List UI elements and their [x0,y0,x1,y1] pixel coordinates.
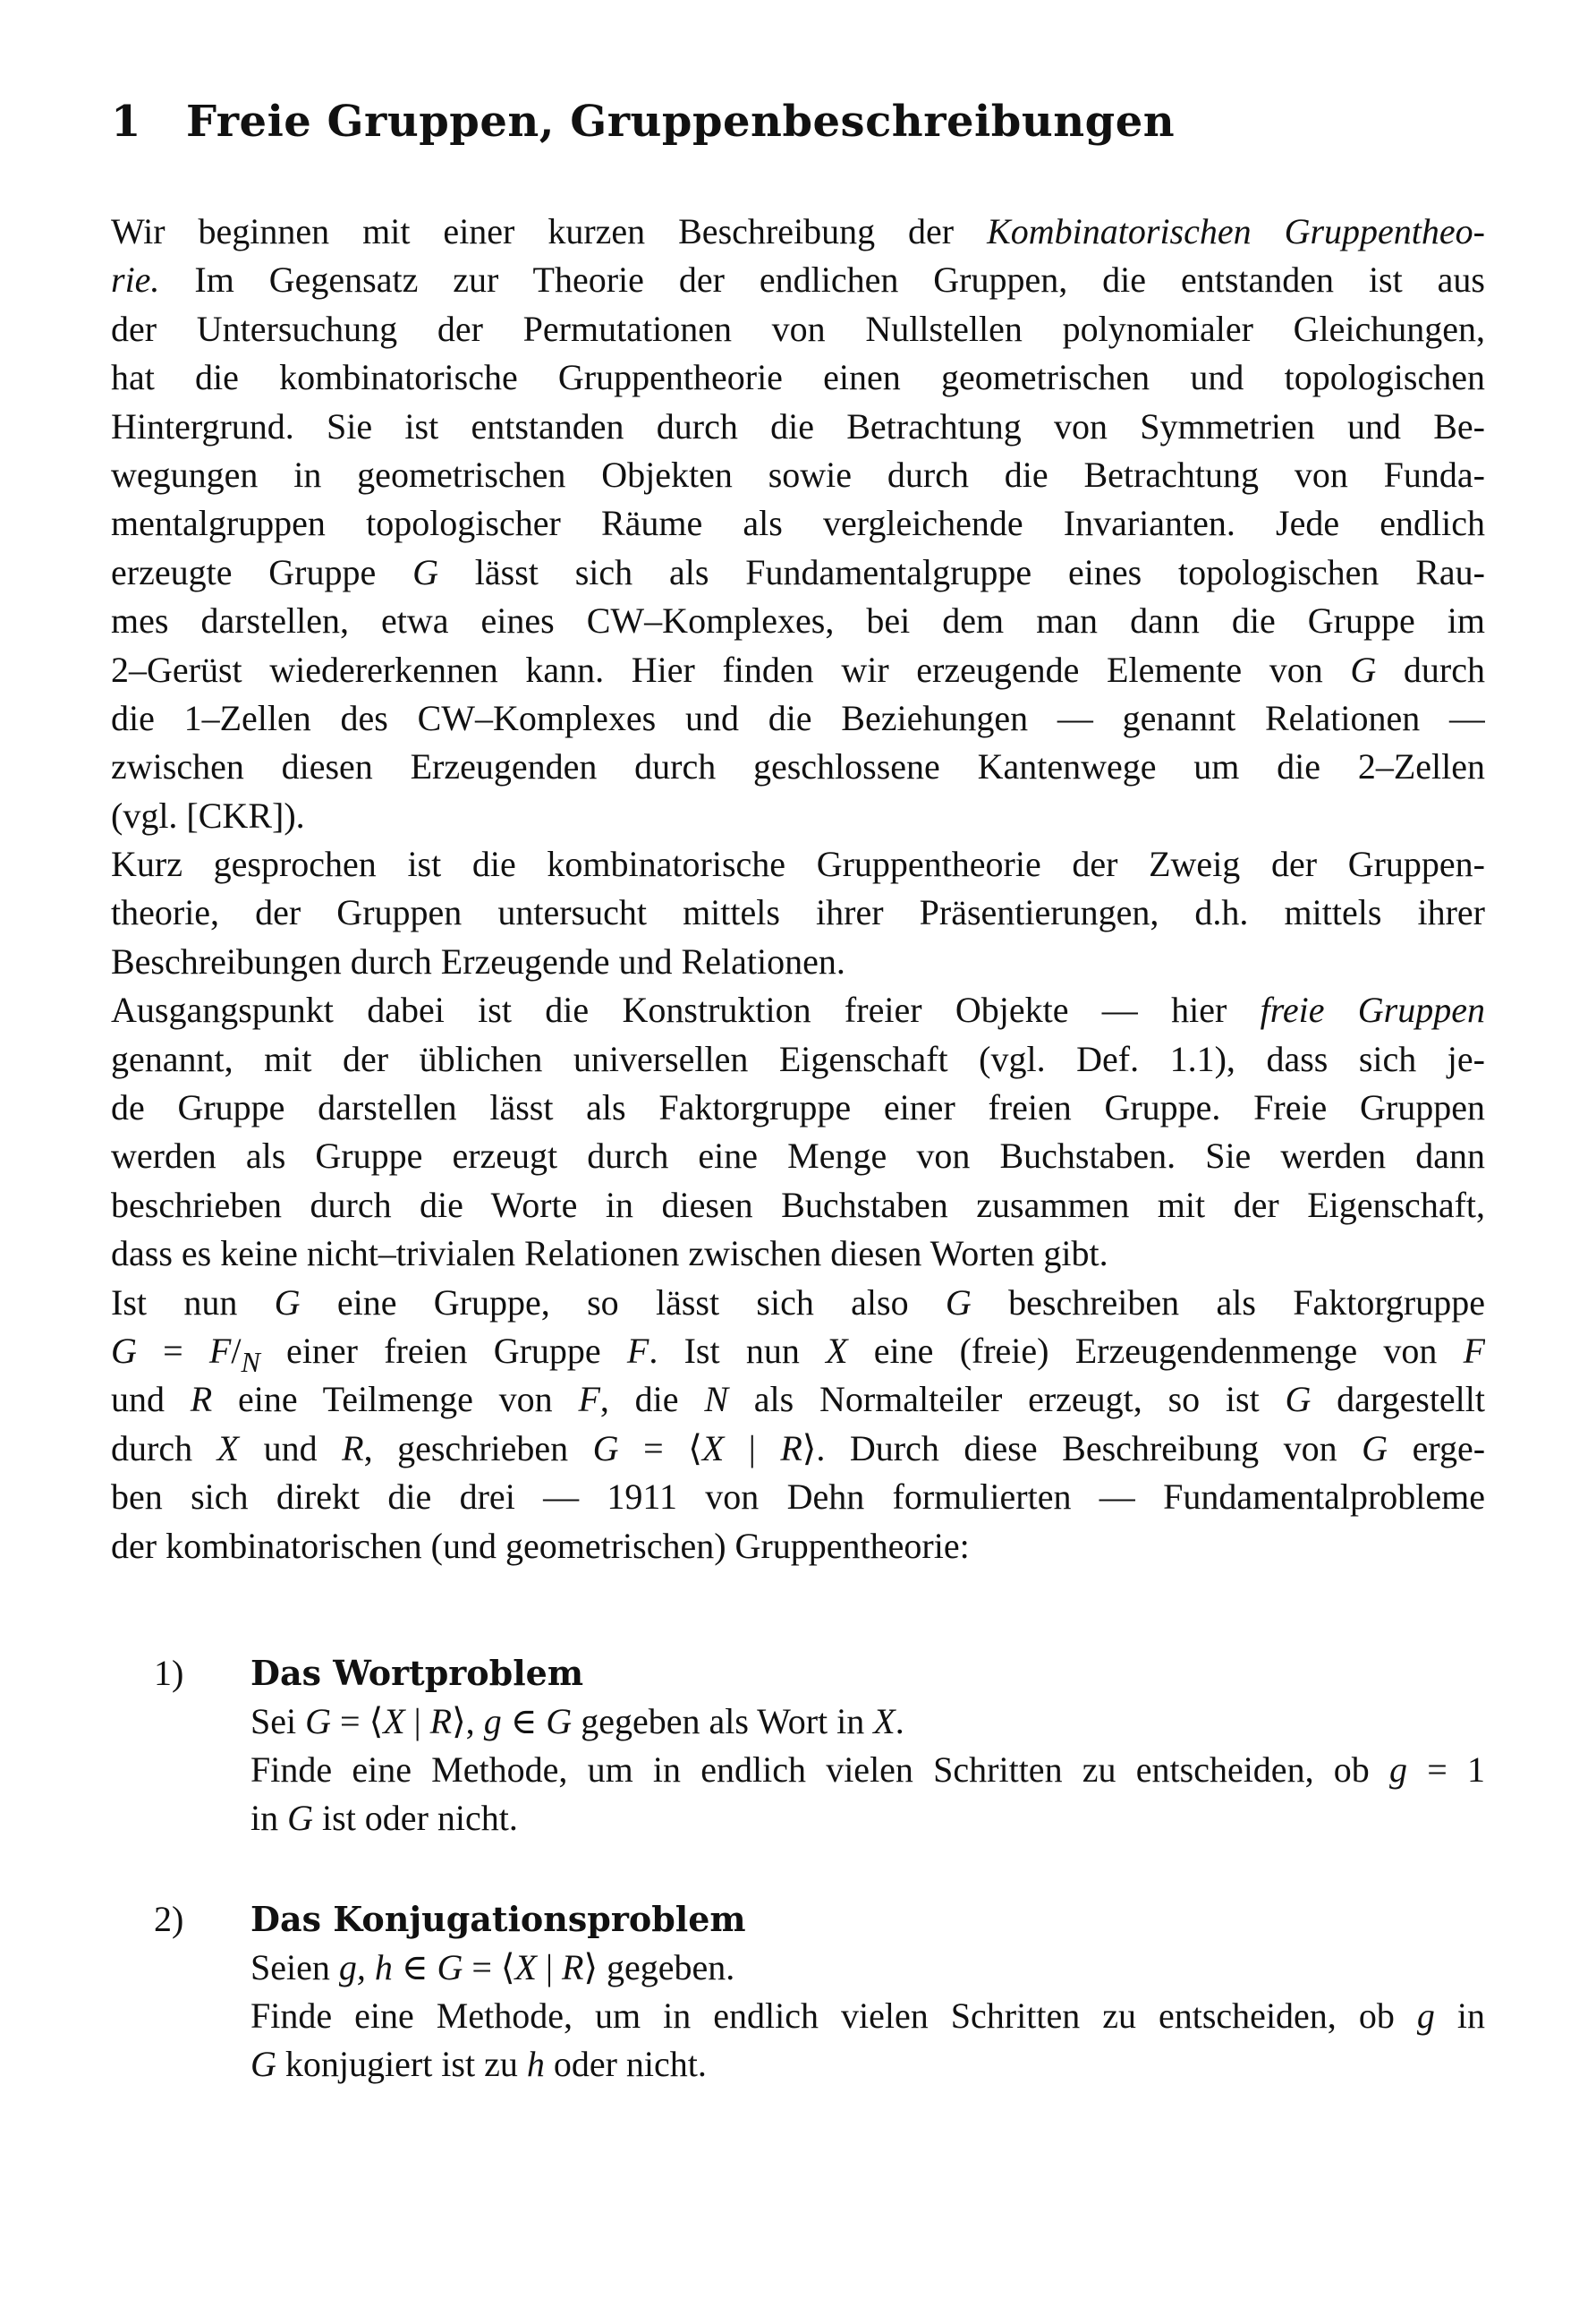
text-line: Beschreibungen durch Erzeugende und Relationen. [111,940,845,982]
text-line: Wir beginnen mit einer kurzen Beschreibung der Kombinatorischen Gruppentheo- [111,211,1485,251]
text-line: mentalgruppen topologischer Räume als vergleichende Invarianten. Jede endlich [111,503,1485,544]
text-line: die 1–Zellen des CW–Komplexes und die Beziehungen — genannt Relationen — [111,697,1485,738]
text-line: dass es keine nicht–trivialen Relationen zwischen diesen Worten gibt. [111,1233,1108,1274]
text-line: wegungen in geometrischen Objekten sowie durch die Betrachtung von Funda- [111,454,1485,495]
problem-line: Seien g, h ∈ G = ⟨X | R⟩ gegeben. [250,1947,735,1987]
problem-title: Das Wortproblem [250,1653,584,1693]
text-line: rie. Im Gegensatz zur Theorie der endlichen Gruppen, die entstanden ist aus [111,260,1485,301]
text-line: werden als Gruppe erzeugt durch eine Menge von Buchstaben. Sie werden dann [111,1136,1485,1177]
problem-line: in G ist oder nicht. [250,1798,518,1838]
problem-line: Finde eine Methode, um in endlich vielen Schritten zu entscheiden, ob g in [250,1995,1485,2036]
text-line: theorie, der Gruppen untersucht mittels ihrer Präsentierungen, d.h. mittels ihrer [111,892,1485,933]
text-line: genannt, mit der üblichen universellen Eigenschaft (vgl. Def. 1.1), dass sich je- [111,1038,1485,1079]
section-heading [111,97,1175,147]
text-line: beschrieben durch die Worte in diesen Buchstaben zusammen mit der Eigenschaft, [111,1184,1485,1225]
text-line: Ausgangspunkt dabei ist die Konstruktion freier Objekte — hier freie Gruppen [111,990,1485,1031]
text-line: erzeugte Gruppe G lässt sich als Fundamentalgruppe eines topologischen Rau- [111,551,1485,592]
problem-number: 1) [154,1653,184,1693]
text-line: Kurz gesprochen ist die kombinatorische Gruppentheorie der Zweig der Gruppen- [111,844,1485,885]
text-line: der Untersuchung der Permutationen von Nullstellen polynomialer Gleichungen, [111,308,1485,349]
text-line: $G = F/_N$ einer freien Gruppe F. Ist nun X eine (freie) Erzeugendenmenge von F [111,1330,1485,1376]
section-number: 1 [111,97,141,147]
text-line: der kombinatorischen (und geometrischen) Gruppentheorie: [111,1525,970,1566]
body-text [111,208,1485,1570]
text-line: und R eine Teilmenge von F, die N als Normalteiler erzeugt, so ist G dargestellt [111,1379,1485,1420]
text-line: Ist nun G eine Gruppe, so lässt sich also G beschreiben als Faktorgruppe [111,1281,1485,1323]
text-line: (vgl. [CKR]). [111,795,305,836]
section-title: Freie Gruppen, Gruppenbeschreibungen [186,97,1176,147]
text-line: Hintergrund. Sie ist entstanden durch die Betrachtung von Symmetrien und Be- [111,405,1485,447]
problem-line: Sei G = ⟨X | R⟩, g ∈ G gegeben als Wort in X. [250,1701,904,1741]
text-line: 2–Gerüst wiedererkennen kann. Hier finden wir erzeugende Elemente von G durch [111,649,1485,690]
problem-line: G konjugiert ist zu h oder nicht. [250,2044,707,2084]
text-line: hat die kombinatorische Gruppentheorie einen geometrischen und topologischen [111,357,1485,398]
text-line: durch X und R, geschrieben G = ⟨X | R⟩. Durch diese Beschreibung von G erge- [111,1427,1485,1468]
text-line: ben sich direkt die drei — 1911 von Dehn formulierten — Fundamentalprobleme [111,1476,1485,1518]
problem-title: Das Konjugationsproblem [250,1899,746,1939]
text-line: zwischen diesen Erzeugenden durch geschlossene Kantenwege um die 2–Zellen [111,746,1485,787]
problem-line: Finde eine Methode, um in endlich vielen Schritten zu entscheiden, ob g = 1 [250,1749,1485,1790]
text-line: de Gruppe darstellen lässt als Faktorgruppe einer freien Gruppe. Freie Gruppen [111,1087,1485,1128]
problem-number: 2) [154,1899,184,1939]
text-line: mes darstellen, etwa eines CW–Komplexes, bei dem man dann die Gruppe im [111,600,1485,642]
